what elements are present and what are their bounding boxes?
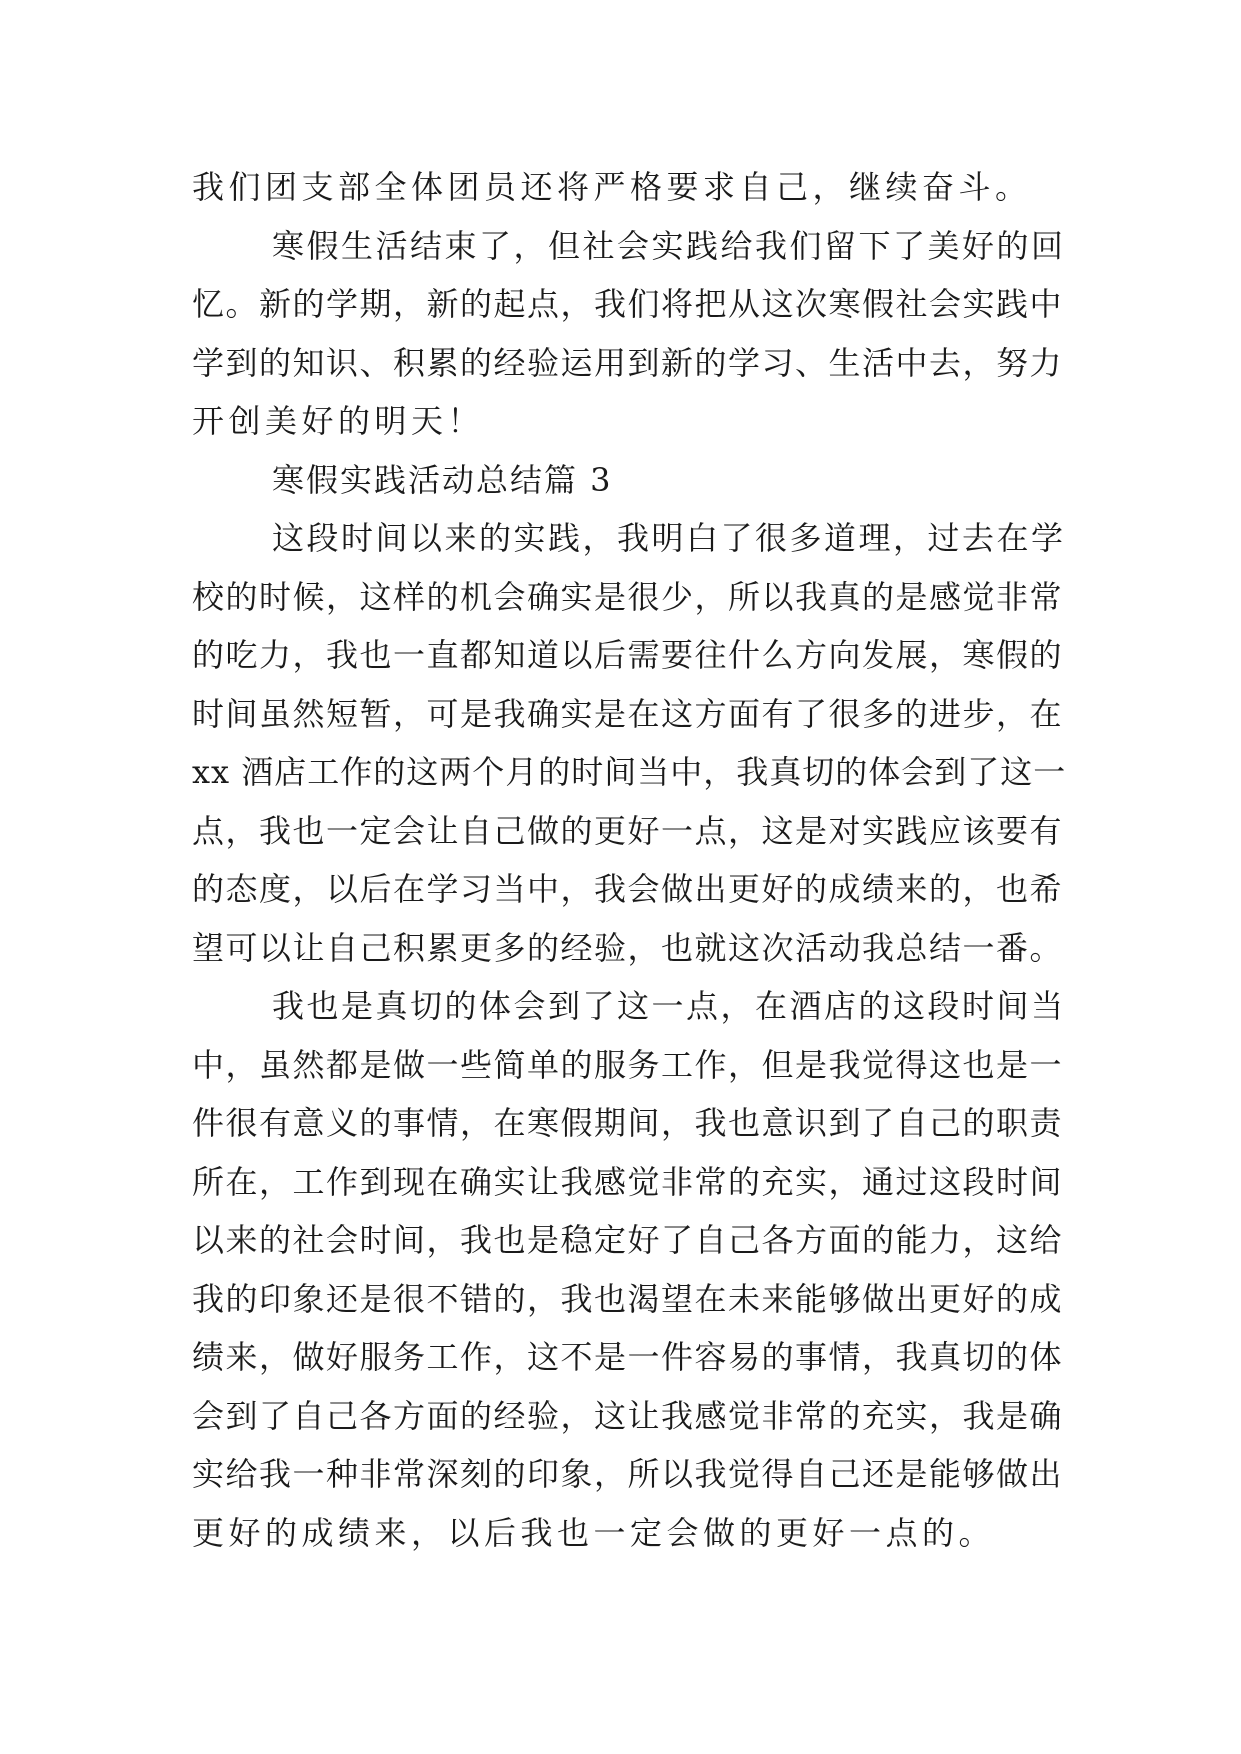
- text-line: 中，虽然都是做一些简单的服务工作，但是我觉得这也是一: [192, 1045, 1064, 1084]
- text-line: 望可以让自己积累更多的经验，也就这次活动我总结一番。: [192, 928, 1064, 967]
- text-line: 点，我也一定会让自己做的更好一点，这是对实践应该要有: [192, 811, 1064, 850]
- text-line: 所在，工作到现在确实让我感觉非常的充实，通过这段时间: [192, 1162, 1064, 1201]
- text-line: 以来的社会时间，我也是稳定好了自己各方面的能力，这给: [192, 1221, 1064, 1259]
- text-line: 我们团支部全体团员还将严格要求自己，继续奋斗。: [192, 168, 1032, 206]
- text-line: 时间虽然短暂，可是我确实是在这方面有了很多的进步，在: [192, 694, 1064, 733]
- paragraph-start-line: 寒假生活结束了，但社会实践给我们留下了美好的回: [272, 226, 1066, 265]
- text-line: 学到的知识、积累的经验运用到新的学习、生活中去，努力: [192, 343, 1064, 382]
- paragraph-start-line: 这段时间以来的实践，我明白了很多道理，过去在学: [272, 519, 1066, 557]
- text-line: 我的印象还是很不错的，我也渴望在未来能够做出更好的成: [192, 1279, 1064, 1318]
- text-line: 绩来，做好服务工作，这不是一件容易的事情，我真切的体: [192, 1338, 1064, 1376]
- text-line: 会到了自己各方面的经验，这让我感觉非常的充实，我是确: [192, 1396, 1064, 1435]
- text-line: 的吃力，我也一直都知道以后需要往什么方向发展，寒假的: [192, 636, 1064, 674]
- text-line: 忆。新的学期，新的起点，我们将把从这次寒假社会实践中: [192, 285, 1064, 323]
- text-line: 的态度，以后在学习当中，我会做出更好的成绩来的，也希: [192, 870, 1064, 908]
- text-line: xx 酒店工作的这两个月的时间当中，我真切的体会到了这一: [192, 753, 1067, 791]
- text-line: 更好的成绩来，以后我也一定会做的更好一点的。: [192, 1513, 996, 1552]
- paragraph-start-line: 我也是真切的体会到了这一点，在酒店的这段时间当: [272, 987, 1066, 1025]
- text-line: 开创美好的明天！: [192, 402, 485, 440]
- text-line: 实给我一种非常深刻的印象，所以我觉得自己还是能够做出: [192, 1455, 1064, 1493]
- text-line: 件很有意义的事情，在寒假期间，我也意识到了自己的职责: [192, 1104, 1064, 1142]
- section-heading: 寒假实践活动总结篇 3: [272, 460, 613, 499]
- text-line: 校的时候，这样的机会确实是很少，所以我真的是感觉非常: [192, 577, 1064, 616]
- document-body: [192, 158, 1072, 1562]
